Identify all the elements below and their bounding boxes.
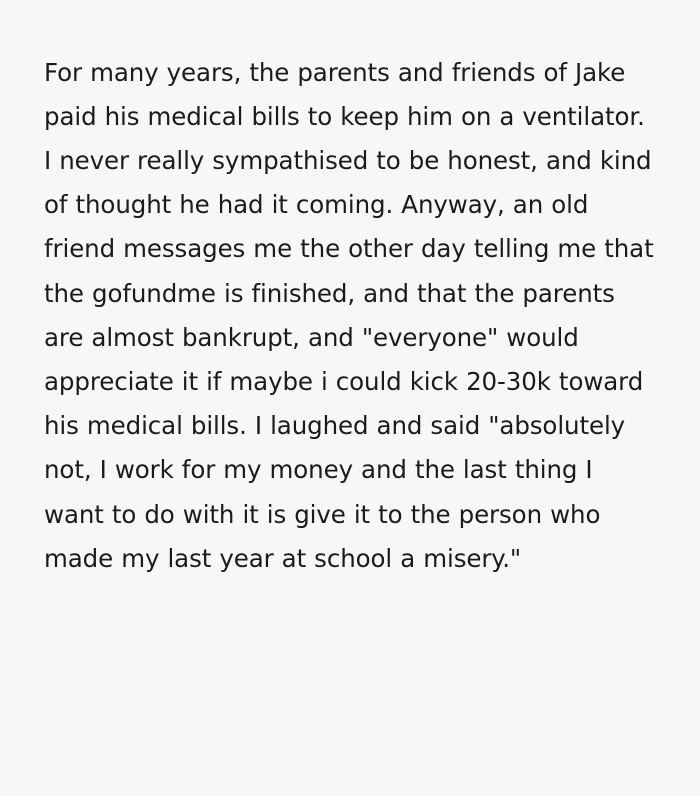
story-body-text: For many years, the parents and friends of Jake paid his medical bills to keep him on a ventilator. I never really sympathised to be honest, and kind of thought he had it coming. Anyway, an old friend messages me the other day telling me that the gofundme is finished, and that the parents are almost bankrupt, and "everyone" would appreciate it if maybe i could kick 20-30k toward his medical bills. I laughed and said "absolutely not, I work for my money and the last thing I want to do with it is give it to the person who made my last year at school a misery." [44, 57, 662, 573]
